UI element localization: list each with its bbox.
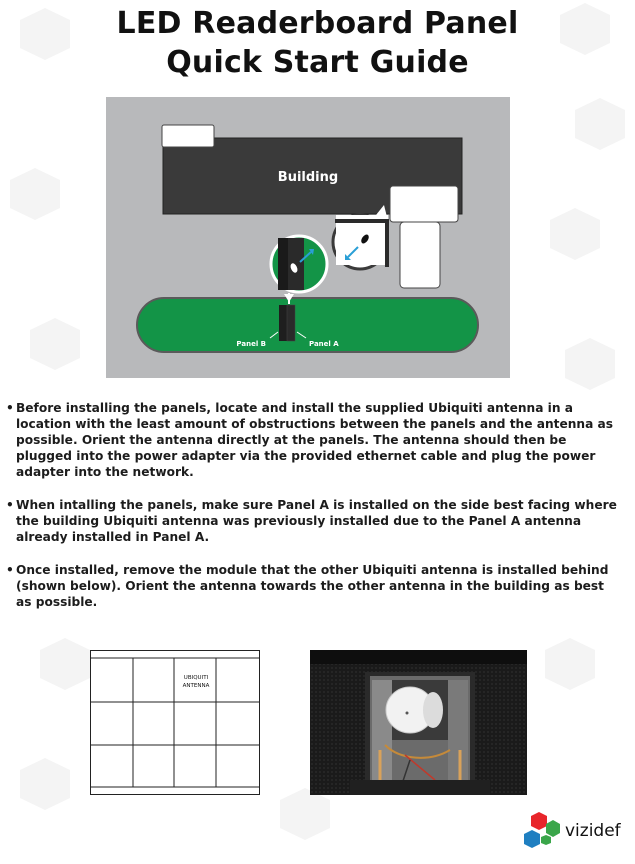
roof-unit-right: [390, 186, 458, 222]
logo-hexagon-green: [546, 820, 560, 837]
vizidef-logo: [519, 807, 631, 859]
antenna-label: ANTENNA: [182, 683, 210, 689]
logo-hexagon-blue: [524, 830, 540, 848]
instruction-item: • Once installed, remove the module that the other Ubiquiti antenna is installed behind (shown below). Orient the antenna towards the other antenna in the building as best as possible.: [6, 563, 609, 609]
panel-grid-figure: [90, 650, 260, 795]
instruction-text: Before installing the panels, locate and install the supplied Ubiquiti antenna in a location with the least amount of obstructions between the panels and the antenna as possible. Orient the antenna directly at the panels. The antenna should then be plugged into the power adapter via the provided ethernet cable and plug the power adapter into the network.: [16, 401, 614, 479]
panel-area: [137, 298, 478, 352]
instruction-item: • Before installing the panels, locate and install the supplied Ubiquiti antenna in a location with the least amount of obstructions between the panels and the antenna as possible. Orient the antenna directly at the panels. The antenna should then be plugged into the power adapter via the provided ethernet cable and plug the power adapter into the network.: [6, 401, 614, 479]
instruction-text: When intalling the panels, make sure Panel A is installed on the side best facing where the building Ubiquiti antenna was previously installed due to the Panel A antenna already installed in Panel A.: [16, 498, 617, 544]
instruction-list: [6, 400, 622, 627]
logo-text: vizidef: [565, 821, 621, 841]
building-label: Building: [277, 170, 339, 185]
panel-a-label: Panel A: [309, 340, 339, 348]
roof-unit-left: [162, 125, 214, 147]
ubiquiti-label: UBIQUITI: [183, 675, 209, 681]
panel-b-shape: [279, 305, 287, 341]
instruction-text: Once installed, remove the module that the other Ubiquiti antenna is installed behind (shown below). Orient the antenna towards the other antenna in the building as best as possible.: [16, 563, 609, 609]
panel-a-shape: [287, 305, 295, 341]
page-title-line-2: Quick Start Guide: [166, 45, 469, 80]
logo-hexagon-red: [531, 812, 547, 830]
module-photo: [310, 650, 527, 795]
instruction-item: • When intalling the panels, make sure Panel A is installed on the side best facing where the building Ubiquiti antenna was previously installed due to the Panel A antenna already installed in Panel A.: [6, 498, 617, 544]
installation-diagram: [106, 97, 510, 378]
panel-b-label: Panel B: [236, 340, 266, 348]
building-antenna-mast: [400, 222, 440, 288]
page-title-line-1: LED Readerboard Panel: [116, 6, 519, 41]
